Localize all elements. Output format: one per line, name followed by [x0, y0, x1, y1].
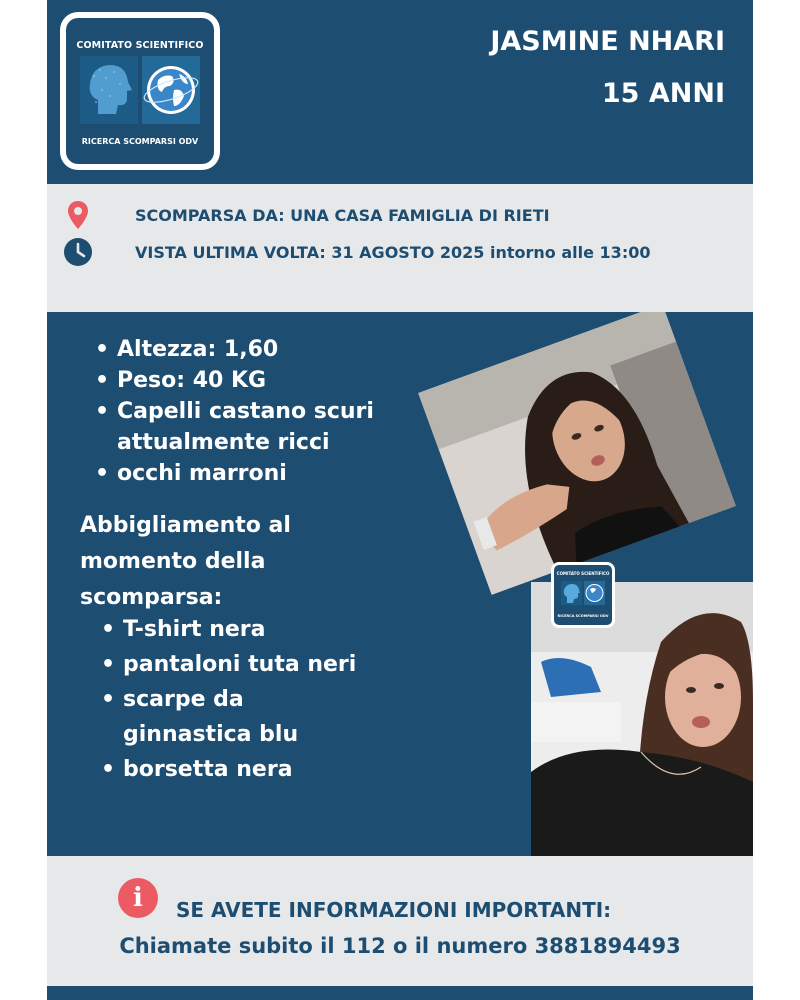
clothing-heading: Abbigliamento al momento della scomparsa:	[80, 513, 291, 610]
small-logo-bottom-text: RICERCA SCOMPARSI ODV	[557, 614, 609, 618]
feature-hair: • Capelli castano scuri attualmente ricci	[95, 396, 395, 458]
clothing-list	[101, 612, 401, 787]
missing-from-row	[63, 200, 550, 230]
logo-bottom-text: RICERCA SCOMPARSI ODV	[81, 137, 199, 146]
small-head-and-globe-icon	[561, 581, 605, 605]
clothing-item: • scarpe da ginnastica blu	[101, 682, 371, 752]
info-icon: i	[118, 878, 158, 918]
footer-title: SE AVETE INFORMAZIONI IMPORTANTI:	[176, 898, 612, 922]
head-and-globe-icon	[80, 56, 200, 124]
header	[47, 0, 753, 184]
clock-icon	[63, 237, 93, 267]
feature-height: • Altezza: 1,60	[95, 334, 395, 365]
clothing-item: • borsetta nera	[101, 752, 401, 787]
feature-weight: • Peso: 40 KG	[95, 365, 395, 396]
missing-person-poster	[47, 0, 753, 1000]
small-organization-logo	[551, 562, 615, 628]
organization-logo	[60, 12, 220, 170]
contact-footer	[47, 856, 753, 986]
bottom-bar	[47, 986, 753, 1000]
clothing-item: • T-shirt nera	[101, 612, 401, 647]
missing-from-text: SCOMPARSA DA: UNA CASA FAMIGLIA DI RIETI	[135, 205, 550, 225]
disappearance-info	[47, 184, 753, 312]
last-seen-row	[63, 237, 650, 267]
last-seen-text: VISTA ULTIMA VOLTA: 31 AGOSTO 2025 intorno alle 13:00	[135, 242, 651, 262]
call-instructions: Chiamate subito il 112 o il numero 3881894493	[119, 934, 681, 958]
physical-features-list	[95, 334, 395, 489]
feature-eyes: • occhi marroni	[95, 458, 395, 489]
person-age: 15 ANNI	[601, 78, 725, 109]
photo-selfie-car	[418, 312, 736, 595]
logo-top-text: COMITATO SCIENTIFICO	[76, 40, 204, 51]
person-name: JASMINE NHARI	[490, 26, 725, 57]
clothing-item: • pantaloni tuta neri	[101, 647, 401, 682]
description-panel	[47, 312, 753, 856]
location-pin-icon	[63, 200, 93, 230]
small-logo-top-text: COMITATO SCIENTIFICO	[556, 571, 610, 576]
